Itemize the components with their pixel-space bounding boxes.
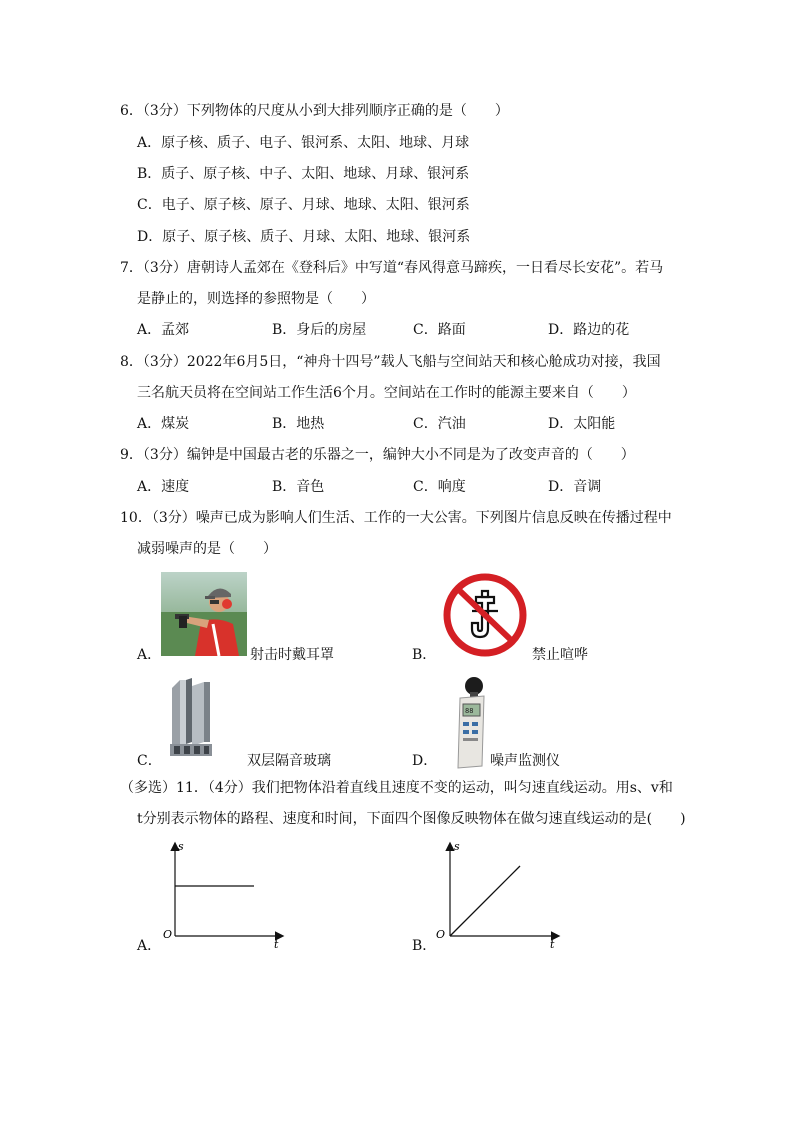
q10-option-b-letter: B．	[412, 647, 437, 663]
q7-option-d: D．路边的花	[548, 322, 630, 338]
q10-option-c-letter: C．	[137, 753, 162, 769]
q9-option-b: B．音色	[272, 479, 325, 495]
graph-a-svg	[160, 838, 290, 950]
graph-a-y-label: s	[178, 840, 184, 853]
graph-b-svg	[436, 838, 566, 950]
q6-option-b: B．质子、原子核、中子、太阳、地球、月球、银河系	[137, 166, 470, 182]
q7-option-a: A．孟郊	[137, 322, 190, 338]
q7-stem-line1: 7．（3分）唐朝诗人孟郊在《登科后》中写道“春风得意马蹄疾，一日看尽长安花”。若马	[120, 260, 664, 276]
q6-stem: 6．（3分）下列物体的尺度从小到大排列顺序正确的是（ ）	[120, 103, 509, 119]
q10-option-b-caption: 禁止喧哗	[532, 647, 588, 663]
q10-option-c-caption: 双层隔音玻璃	[247, 753, 331, 769]
q6-option-c: C．电子、原子核、原子、月球、地球、太阳、银河系	[137, 197, 470, 213]
no-noise-sign-icon	[440, 573, 530, 657]
q6-option-a: A．原子核、质子、电子、银河系、太阳、地球、月球	[137, 135, 470, 151]
q11-graph-b-letter: B．	[412, 938, 437, 954]
q11-graph-a-letter: A．	[137, 938, 162, 954]
q11-stem-line2: t分别表示物体的路程、速度和时间，下面四个图像反映物体在做匀速直线运动的是( )	[137, 811, 686, 827]
q8-option-d: D．太阳能	[548, 416, 616, 432]
q11-stem-line1: （多选）11．（4分）我们把物体沿着直线且速度不变的运动，叫匀速直线运动。用s、v和	[120, 780, 673, 796]
q8-option-a: A．煤炭	[137, 416, 190, 432]
q10-option-d-letter: D．	[412, 753, 438, 769]
q8-option-c: C．汽油	[413, 416, 466, 432]
q9-option-a: A．速度	[137, 479, 190, 495]
q10-option-d-caption: 噪声监测仪	[490, 753, 560, 769]
q8-stem-line2: 三名航天员将在空间站工作生活6个月。空间站在工作时的能源主要来自（ ）	[137, 385, 636, 401]
svg-text:88: 88	[465, 707, 474, 715]
q6-option-d: D．原子、原子核、质子、月球、太阳、地球、银河系	[137, 229, 471, 245]
graph-b-y-label: s	[454, 840, 460, 853]
q10-option-a-letter: A．	[137, 647, 162, 663]
q10-stem-line1: 10．（3分）噪声已成为影响人们生活、工作的一大公害。下列图片信息反映在传播过程中	[120, 510, 672, 526]
graph-b-origin-label: O	[436, 928, 446, 941]
graph-b-x-label: t	[550, 938, 555, 950]
q7-option-c: C．路面	[413, 322, 466, 338]
double-glazing-profile-icon	[164, 678, 218, 758]
q7-option-b: B．身后的房屋	[272, 322, 367, 338]
graph-a-origin-label: O	[163, 928, 173, 941]
shooter-earmuff-photo-icon	[161, 572, 247, 656]
q9-option-d: D．音调	[548, 479, 602, 495]
q8-option-b: B．地热	[272, 416, 325, 432]
q9-option-c: C．响度	[413, 479, 466, 495]
graph-b-diagonal-line	[450, 866, 520, 936]
q8-stem-line1: 8．（3分）2022年6月5日，“神舟十四号”载人飞船与空间站天和核心舱成功对接，我国	[120, 354, 661, 370]
q9-stem: 9．（3分）编钟是中国最古老的乐器之一，编钟大小不同是为了改变声音的（ ）	[120, 447, 635, 463]
q7-stem-line2: 是静止的，则选择的参照物是（ ）	[137, 291, 375, 307]
q10-option-a-caption: 射击时戴耳罩	[250, 647, 334, 663]
q10-stem-line2: 减弱噪声的是（ ）	[137, 541, 277, 557]
sound-level-meter-icon	[448, 676, 488, 772]
graph-a-x-label: t	[274, 938, 279, 950]
